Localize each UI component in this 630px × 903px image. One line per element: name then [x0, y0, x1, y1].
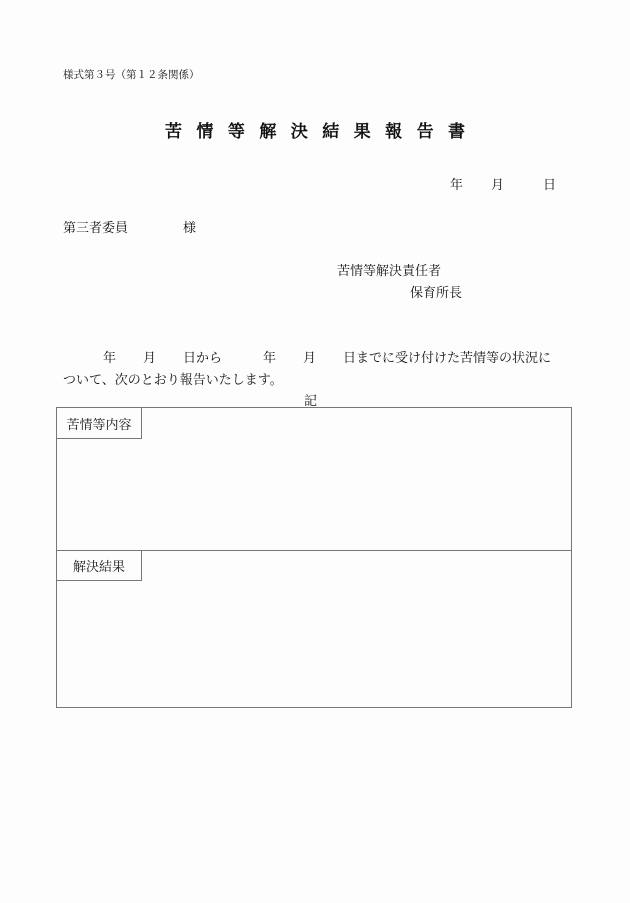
period-end-year: 年: [263, 351, 277, 366]
date-month-label: 月: [491, 178, 505, 193]
date-year-label: 年: [450, 178, 464, 193]
complaint-content-box[interactable]: [56, 407, 572, 551]
body-line-2: ついて、次のとおり報告いたします。: [63, 373, 283, 388]
addressee-name: 第三者委員: [63, 221, 129, 236]
addressee-honorific: 様: [183, 221, 197, 236]
period-start-year: 年: [103, 351, 117, 366]
period-end-month: 月: [303, 351, 317, 366]
date-day-label: 日: [543, 178, 557, 193]
document-title: 苦情等解決結果報告書: [164, 122, 480, 142]
sender-title: 保育所長: [410, 286, 463, 301]
sender-role: 苦情等解決責任者: [337, 264, 442, 279]
ki-marker: 記: [304, 394, 318, 409]
period-start-day: 日から: [183, 351, 223, 366]
resolution-result-label: 解決結果: [56, 550, 142, 581]
period-end-day-text: 日までに受け付けた苦情等の状況に: [343, 351, 552, 366]
period-start-month: 月: [143, 351, 157, 366]
resolution-result-box[interactable]: [56, 550, 572, 708]
complaint-content-label: 苦情等内容: [56, 407, 142, 439]
form-number: 様式第３号（第１２条関係）: [63, 69, 200, 81]
